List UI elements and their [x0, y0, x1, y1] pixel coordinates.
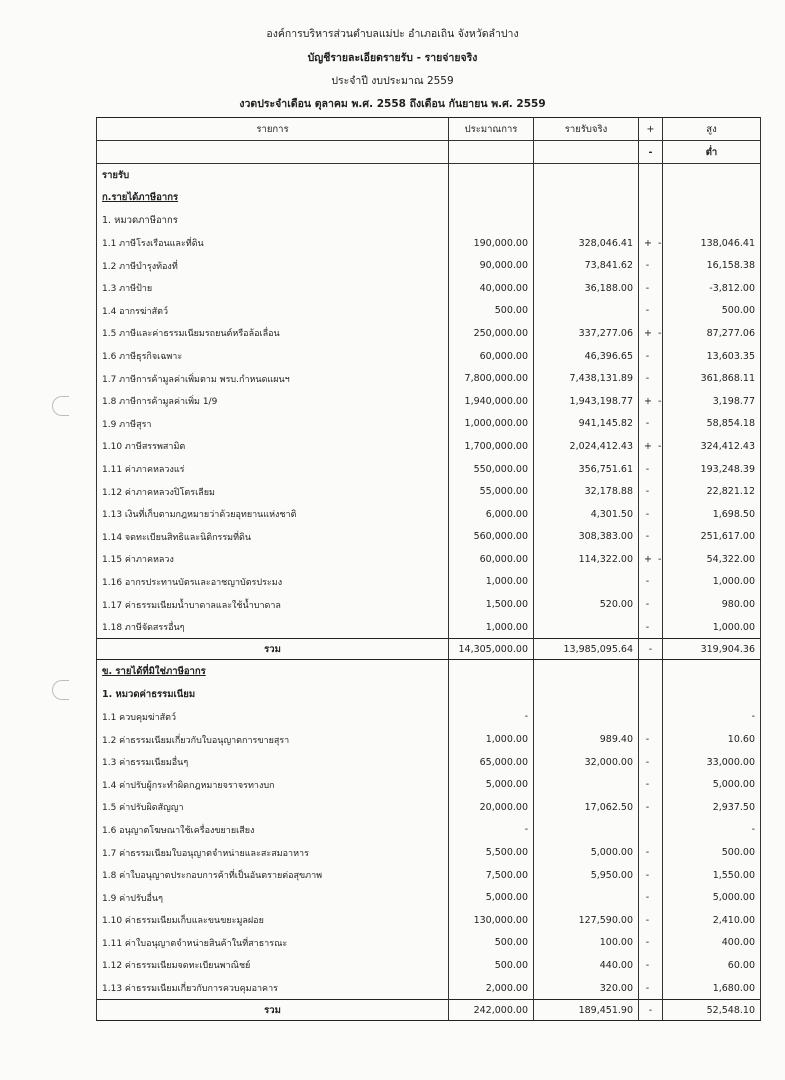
- sign-low: -: [657, 395, 662, 407]
- sign-low: -: [657, 553, 662, 565]
- row-label: 1.7 ค่าธรรมเนียมใบอนุญาตจำหน่ายและสะสมอาหาร: [97, 841, 449, 864]
- row-diff: 193,248.39: [663, 458, 761, 481]
- row-sign: [639, 616, 663, 639]
- sign-high: -: [645, 350, 650, 362]
- row-budget: -: [449, 706, 534, 729]
- table-row: [97, 909, 761, 932]
- row-actual: [534, 571, 639, 594]
- row-label: 1.10 ค่าธรรมเนียมเก็บและขนขยะมูลฝอย: [97, 909, 449, 932]
- row-diff: 22,821.12: [663, 480, 761, 503]
- row-label: 1.5 ภาษีและค่าธรรมเนียมรถยนต์หรือล้อเลื่อน: [97, 322, 449, 345]
- row-sign: [639, 706, 663, 729]
- row-diff: 1,000.00: [663, 616, 761, 639]
- row-budget: 5,000.00: [449, 773, 534, 796]
- row-label: 1.1 ควบคุมฆ่าสัตว์: [97, 706, 449, 729]
- header-row: [97, 118, 761, 141]
- sign-low: -: [657, 440, 662, 452]
- col-minus: -: [639, 141, 663, 164]
- group-row: [97, 209, 761, 232]
- row-sign: [639, 503, 663, 526]
- income-heading: รายรับ: [97, 164, 449, 187]
- row-diff: 1,550.00: [663, 864, 761, 887]
- row-sign: [639, 526, 663, 549]
- table-row: [97, 435, 761, 458]
- period: งวดประจำเดือน ตุลาคม พ.ศ. 2558 ถึงเดือน กันยายน พ.ศ. 2559: [239, 98, 546, 110]
- row-budget: 2,000.00: [449, 977, 534, 1000]
- table-row: [97, 864, 761, 887]
- row-label: 1.3 ค่าธรรมเนียมอื่นๆ: [97, 751, 449, 774]
- table-row: [97, 954, 761, 977]
- row-label: 1.2 ค่าธรรมเนียมเกี่ยวกับใบอนุญาตการขายสุรา: [97, 728, 449, 751]
- table-row: [97, 503, 761, 526]
- row-diff: -: [663, 819, 761, 842]
- section-a-group: 1. หมวดภาษีอากร: [97, 209, 449, 232]
- row-actual: 127,590.00: [534, 909, 639, 932]
- row-actual: 46,396.65: [534, 345, 639, 368]
- row-budget: 20,000.00: [449, 796, 534, 819]
- table-row: [97, 773, 761, 796]
- section-b-group: 1. หมวดค่าธรรมเนียม: [97, 683, 449, 706]
- row-label: 1.11 ค่าภาคหลวงแร่: [97, 458, 449, 481]
- row-sign: [639, 728, 663, 751]
- row-diff: 60.00: [663, 954, 761, 977]
- col-budget: ประมาณการ: [449, 118, 534, 141]
- row-sign: [639, 413, 663, 436]
- table-row: [97, 345, 761, 368]
- row-diff: -: [663, 706, 761, 729]
- row-actual: 1,943,198.77: [534, 390, 639, 413]
- row-actual: 5,000.00: [534, 841, 639, 864]
- table-row: [97, 796, 761, 819]
- row-label: 1.2 ภาษีบำรุงท้องที่: [97, 254, 449, 277]
- section-a-total-row: [97, 639, 761, 660]
- col-item: รายการ: [97, 118, 449, 141]
- table-row: [97, 751, 761, 774]
- row-label: 1.13 เงินที่เก็บตามกฎหมายว่าด้วยอุทยานแห่งชาติ: [97, 503, 449, 526]
- row-diff: 361,868.11: [663, 367, 761, 390]
- row-budget: 5,500.00: [449, 841, 534, 864]
- row-label: 1.17 ค่าธรรมเนียมน้ำบาดาลและใช้น้ำบาดาล: [97, 593, 449, 616]
- row-diff: 1,680.00: [663, 977, 761, 1000]
- sign-high: -: [645, 869, 650, 881]
- row-diff: 54,322.00: [663, 548, 761, 571]
- row-label: 1.7 ภาษีการค้ามูลค่าเพิ่มตาม พรบ.กำหนดแผนฯ: [97, 367, 449, 390]
- sign-high: -: [645, 260, 650, 272]
- row-budget: 1,000.00: [449, 728, 534, 751]
- total-actual: 13,985,095.64: [534, 639, 639, 660]
- row-label: 1.3 ภาษีป้าย: [97, 277, 449, 300]
- sign-high: -: [645, 982, 650, 994]
- row-label: 1.16 อากรประทานบัตรและอาชญาบัตรประมง: [97, 571, 449, 594]
- sign-high: -: [645, 621, 650, 633]
- sign-high: -: [645, 463, 650, 475]
- table-row: [97, 458, 761, 481]
- row-budget: 1,000,000.00: [449, 413, 534, 436]
- sign-low: -: [657, 237, 662, 249]
- row-label: 1.13 ค่าธรรมเนียมเกี่ยวกับการควบคุมอาคาร: [97, 977, 449, 1000]
- group-row: [97, 683, 761, 706]
- sign-high: +: [644, 327, 652, 339]
- total-diff: 52,548.10: [663, 1000, 761, 1021]
- row-budget: 250,000.00: [449, 322, 534, 345]
- row-actual: 100.00: [534, 932, 639, 955]
- row-diff: 16,158.38: [663, 254, 761, 277]
- row-sign: [639, 300, 663, 323]
- row-budget: 5,000.00: [449, 886, 534, 909]
- row-sign: [639, 751, 663, 774]
- row-label: 1.5 ค่าปรับผิดสัญญา: [97, 796, 449, 819]
- row-actual: 4,301.50: [534, 503, 639, 526]
- row-actual: 73,841.62: [534, 254, 639, 277]
- row-budget: 130,000.00: [449, 909, 534, 932]
- row-sign: [639, 773, 663, 796]
- fiscal-year: ประจำปี งบประมาณ 2559: [331, 75, 454, 87]
- sign-low: -: [657, 327, 662, 339]
- sign-high: -: [645, 801, 650, 813]
- row-sign: [639, 458, 663, 481]
- row-diff: 500.00: [663, 300, 761, 323]
- row-sign: [639, 277, 663, 300]
- row-diff: 5,000.00: [663, 886, 761, 909]
- table-row: [97, 841, 761, 864]
- col-plus: +: [639, 118, 663, 141]
- sign-high: +: [644, 395, 652, 407]
- sign-high: -: [645, 959, 650, 971]
- row-actual: [534, 886, 639, 909]
- table-row: [97, 571, 761, 594]
- table-row: [97, 548, 761, 571]
- row-sign: [639, 367, 663, 390]
- row-budget: 40,000.00: [449, 277, 534, 300]
- row-budget: -: [449, 819, 534, 842]
- sign-high: -: [645, 914, 650, 926]
- row-sign: [639, 480, 663, 503]
- sign-high: -: [645, 418, 650, 430]
- total-sign: -: [639, 1000, 663, 1021]
- col-low: ต่ำ: [663, 141, 761, 164]
- row-actual: 520.00: [534, 593, 639, 616]
- row-actual: [534, 773, 639, 796]
- table-row: [97, 728, 761, 751]
- row-label: 1.9 ภาษีสุรา: [97, 413, 449, 436]
- row-label: 1.6 อนุญาตโฆษณาใช้เครื่องขยายเสียง: [97, 819, 449, 842]
- sign-high: -: [645, 282, 650, 294]
- row-sign: [639, 390, 663, 413]
- table-row: [97, 277, 761, 300]
- row-diff: 87,277.06: [663, 322, 761, 345]
- row-diff: -3,812.00: [663, 277, 761, 300]
- sign-high: +: [644, 237, 652, 249]
- row-budget: 500.00: [449, 300, 534, 323]
- row-diff: 10.60: [663, 728, 761, 751]
- section-a-title: ก.รายได้ภาษีอากร: [97, 187, 449, 210]
- row-label: 1.4 อากรฆ่าสัตว์: [97, 300, 449, 323]
- report-title: บัญชีรายละเอียดรายรับ - รายจ่ายจริง: [307, 52, 478, 64]
- row-budget: 60,000.00: [449, 345, 534, 368]
- row-sign: [639, 977, 663, 1000]
- sign-high: -: [645, 937, 650, 949]
- row-diff: 58,854.18: [663, 413, 761, 436]
- row-label: 1.4 ค่าปรับผู้กระทำผิดกฎหมายจราจรทางบก: [97, 773, 449, 796]
- row-actual: 328,046.41: [534, 232, 639, 255]
- table-row: [97, 706, 761, 729]
- row-budget: 65,000.00: [449, 751, 534, 774]
- row-label: 1.12 ค่าธรรมเนียมจดทะเบียนพาณิชย์: [97, 954, 449, 977]
- total-diff: 319,904.36: [663, 639, 761, 660]
- row-sign: [639, 909, 663, 932]
- sign-high: +: [644, 553, 652, 565]
- row-sign: [639, 232, 663, 255]
- row-diff: 13,603.35: [663, 345, 761, 368]
- table-row: [97, 819, 761, 842]
- row-label: 1.18 ภาษีจัดสรรอื่นๆ: [97, 616, 449, 639]
- sign-high: +: [644, 440, 652, 452]
- table-row: [97, 367, 761, 390]
- sign-high: -: [645, 305, 650, 317]
- row-actual: 36,188.00: [534, 277, 639, 300]
- table-row: [97, 254, 761, 277]
- row-sign: [639, 435, 663, 458]
- row-label: 1.8 ค่าใบอนุญาตประกอบการค้าที่เป็นอันตรายต่อสุขภาพ: [97, 864, 449, 887]
- row-diff: 400.00: [663, 932, 761, 955]
- row-actual: [534, 819, 639, 842]
- row-actual: 5,950.00: [534, 864, 639, 887]
- row-sign: [639, 345, 663, 368]
- sign-high: -: [645, 892, 650, 904]
- row-diff: 1,000.00: [663, 571, 761, 594]
- row-diff: 980.00: [663, 593, 761, 616]
- income-heading-row: [97, 164, 761, 187]
- row-actual: 320.00: [534, 977, 639, 1000]
- row-diff: 5,000.00: [663, 773, 761, 796]
- section-title-row: [97, 660, 761, 683]
- row-diff: 2,410.00: [663, 909, 761, 932]
- row-label: 1.6 ภาษีธุรกิจเฉพาะ: [97, 345, 449, 368]
- table-row: [97, 526, 761, 549]
- row-budget: 6,000.00: [449, 503, 534, 526]
- table-row: [97, 390, 761, 413]
- row-label: 1.8 ภาษีการค้ามูลค่าเพิ่ม 1/9: [97, 390, 449, 413]
- total-label: รวม: [97, 639, 449, 660]
- row-diff: 324,412.43: [663, 435, 761, 458]
- row-sign: [639, 932, 663, 955]
- row-budget: 560,000.00: [449, 526, 534, 549]
- row-budget: 90,000.00: [449, 254, 534, 277]
- sign-high: -: [645, 576, 650, 588]
- section-title-row: [97, 187, 761, 210]
- row-budget: 7,500.00: [449, 864, 534, 887]
- row-label: 1.15 ค่าภาคหลวง: [97, 548, 449, 571]
- row-sign: [639, 886, 663, 909]
- row-budget: 1,940,000.00: [449, 390, 534, 413]
- row-actual: 337,277.06: [534, 322, 639, 345]
- table-row: [97, 480, 761, 503]
- sign-high: -: [645, 779, 650, 791]
- row-budget: 1,000.00: [449, 571, 534, 594]
- table-row: [97, 322, 761, 345]
- row-label: 1.14 จดทะเบียนสิทธิและนิติกรรมที่ดิน: [97, 526, 449, 549]
- row-budget: 500.00: [449, 932, 534, 955]
- section-b-total-row: [97, 1000, 761, 1021]
- row-diff: 33,000.00: [663, 751, 761, 774]
- row-label: 1.9 ค่าปรับอื่นๆ: [97, 886, 449, 909]
- row-actual: 308,383.00: [534, 526, 639, 549]
- row-diff: 3,198.77: [663, 390, 761, 413]
- row-actual: [534, 616, 639, 639]
- row-budget: 7,800,000.00: [449, 367, 534, 390]
- row-actual: 17,062.50: [534, 796, 639, 819]
- row-label: 1.11 ค่าใบอนุญาตจำหน่ายสินค้าในที่สาธารณะ: [97, 932, 449, 955]
- row-sign: [639, 548, 663, 571]
- row-budget: 190,000.00: [449, 232, 534, 255]
- col-high: สูง: [663, 118, 761, 141]
- row-label: 1.10 ภาษีสรรพสามิต: [97, 435, 449, 458]
- row-sign: [639, 841, 663, 864]
- sign-high: -: [645, 734, 650, 746]
- row-actual: [534, 300, 639, 323]
- row-sign: [639, 796, 663, 819]
- row-label: 1.12 ค่าภาคหลวงปิโตรเลียม: [97, 480, 449, 503]
- table-row: [97, 886, 761, 909]
- row-actual: [534, 706, 639, 729]
- header-row-2: [97, 141, 761, 164]
- sign-high: -: [645, 373, 650, 385]
- org-title: องค์การบริหารส่วนตำบลแม่ปะ อำเภอเถิน จังหวัดลำปาง: [266, 28, 519, 40]
- row-actual: 356,751.61: [534, 458, 639, 481]
- row-sign: [639, 593, 663, 616]
- row-diff: 500.00: [663, 841, 761, 864]
- row-budget: 1,500.00: [449, 593, 534, 616]
- sign-high: -: [645, 847, 650, 859]
- table-row: [97, 932, 761, 955]
- row-budget: 550,000.00: [449, 458, 534, 481]
- total-sign: -: [639, 639, 663, 660]
- row-diff: 1,698.50: [663, 503, 761, 526]
- row-diff: 2,937.50: [663, 796, 761, 819]
- sign-high: -: [645, 531, 650, 543]
- punch-hole-mark: [52, 396, 69, 416]
- row-budget: 55,000.00: [449, 480, 534, 503]
- row-sign: [639, 819, 663, 842]
- row-sign: [639, 322, 663, 345]
- row-sign: [639, 571, 663, 594]
- section-b-title: ข. รายได้ที่มิใช่ภาษีอากร: [97, 660, 449, 683]
- total-actual: 189,451.90: [534, 1000, 639, 1021]
- row-actual: 2,024,412.43: [534, 435, 639, 458]
- table-row: [97, 593, 761, 616]
- table-row: [97, 413, 761, 436]
- sign-high: -: [645, 486, 650, 498]
- table-row: [97, 232, 761, 255]
- total-budget: 14,305,000.00: [449, 639, 534, 660]
- row-diff: 251,617.00: [663, 526, 761, 549]
- row-actual: 989.40: [534, 728, 639, 751]
- total-budget: 242,000.00: [449, 1000, 534, 1021]
- row-actual: 32,000.00: [534, 751, 639, 774]
- row-actual: 7,438,131.89: [534, 367, 639, 390]
- row-label: 1.1 ภาษีโรงเรือนและที่ดิน: [97, 232, 449, 255]
- row-diff: 138,046.41: [663, 232, 761, 255]
- row-budget: 1,700,000.00: [449, 435, 534, 458]
- row-actual: 114,322.00: [534, 548, 639, 571]
- table-row: [97, 300, 761, 323]
- row-actual: 32,178.88: [534, 480, 639, 503]
- col-actual: รายรับจริง: [534, 118, 639, 141]
- row-budget: 500.00: [449, 954, 534, 977]
- sign-high: -: [645, 508, 650, 520]
- row-actual: 941,145.82: [534, 413, 639, 436]
- sign-high: -: [645, 599, 650, 611]
- row-actual: 440.00: [534, 954, 639, 977]
- sign-high: -: [645, 756, 650, 768]
- punch-hole-mark: [52, 680, 69, 700]
- row-budget: 60,000.00: [449, 548, 534, 571]
- total-label: รวม: [97, 1000, 449, 1021]
- row-sign: [639, 254, 663, 277]
- table-row: [97, 977, 761, 1000]
- row-sign: [639, 954, 663, 977]
- income-ledger-table: [96, 117, 761, 1021]
- row-budget: 1,000.00: [449, 616, 534, 639]
- row-sign: [639, 864, 663, 887]
- table-row: [97, 616, 761, 639]
